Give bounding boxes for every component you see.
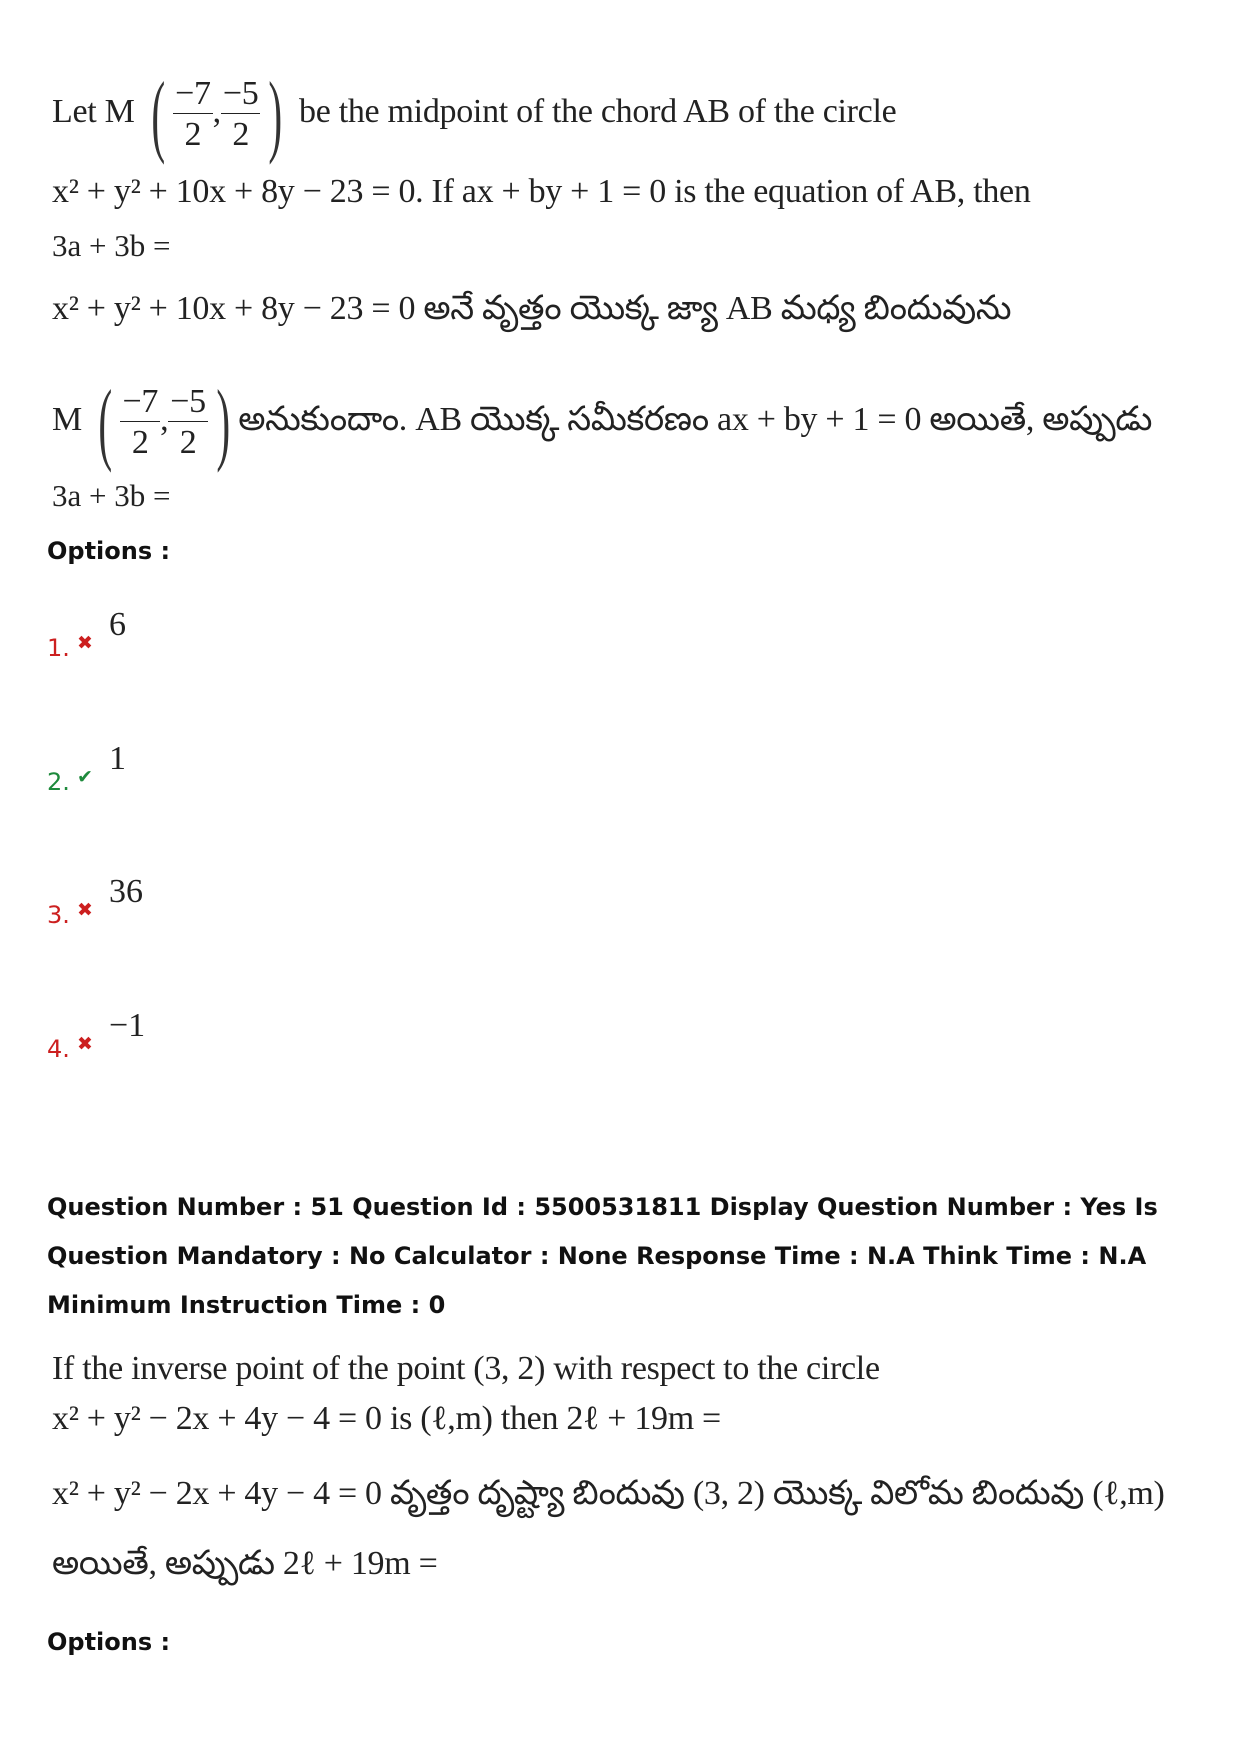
midpoint-x-fraction: $\frac{-7}{2}$ <box>175 74 211 153</box>
cross-icon: ✖ <box>77 1033 93 1055</box>
te-midpoint-y-fraction: $\frac{-5}{2}$ <box>170 382 206 461</box>
q50-en-line2: x² + y² + 10x + 8y − 23 = 0. If ax + by + 1 = 0 is the equation of AB, then <box>52 173 1031 210</box>
q50-te-line2: M ( $\frac{-7}{2}$ , $\frac{-5}{2}$ ) అనుకుందాం. AB యొక్క సమీకరణం ax + by + 1 = 0 అయితే, అప్పుడు <box>52 371 1153 473</box>
q50-en-prefix: Let M <box>52 92 135 130</box>
cross-icon: ✖ <box>77 632 93 654</box>
option-number: 3. <box>47 901 70 929</box>
option-value: 6 <box>109 606 126 643</box>
option-number: 1. <box>47 634 70 662</box>
q50-te-line1: x² + y² + 10x + 8y − 23 = 0 అనే వృత్తం యొక్క జ్యా AB మధ్య బిందువును <box>52 290 1012 327</box>
q51-te-line1: x² + y² − 2x + 4y − 4 = 0 వృత్తం దృష్ట్యా బిందువు (3, 2) యొక్క విలోమ బిందువు (ℓ,m) <box>52 1475 1165 1512</box>
option-value: 1 <box>109 740 126 777</box>
q50-en-line1: Let M ( $\frac{-7}{2}$ , $\frac{-5}{2}$ ) be the midpoint of the chord AB of the circle <box>52 63 897 165</box>
option-number: 2. <box>47 768 70 796</box>
q51-en-line1: If the inverse point of the point (3, 2) with respect to the circle <box>52 1350 880 1387</box>
q50-en-suffix: be the midpoint of the chord AB of the circle <box>299 92 897 130</box>
check-icon: ✔ <box>77 766 93 788</box>
q50-te-suffix: అనుకుందాం. AB యొక్క సమీకరణం ax + by + 1 = 0 అయితే, అప్పుడు <box>238 400 1153 438</box>
option-value: −1 <box>109 1007 146 1044</box>
q50-en-line3: 3a + 3b = <box>52 228 171 263</box>
q50-te-line3: 3a + 3b = <box>52 478 171 513</box>
option-value: 36 <box>109 873 143 910</box>
question-meta: Question Number : 51 Question Id : 5500531811 Display Question Number : Yes Is Question Mandatory : No Calculator : None Response Time : N.A Think Time : N.A Minimum Instruction Time : 0 <box>47 1193 1158 1319</box>
cross-icon: ✖ <box>77 899 93 921</box>
midpoint-y-fraction: $\frac{-5}{2}$ <box>222 74 259 153</box>
option-number: 4. <box>47 1035 70 1063</box>
q51-te-line2: అయితే, అప్పుడు 2ℓ + 19m = <box>52 1545 438 1582</box>
te-midpoint-x-fraction: $\frac{-7}{2}$ <box>122 382 159 461</box>
q51-en-line2: x² + y² − 2x + 4y − 4 = 0 is (ℓ,m) then 2ℓ + 19m = <box>52 1400 721 1437</box>
options-label: Options : <box>47 537 171 565</box>
options-label: Options : <box>47 1628 171 1656</box>
